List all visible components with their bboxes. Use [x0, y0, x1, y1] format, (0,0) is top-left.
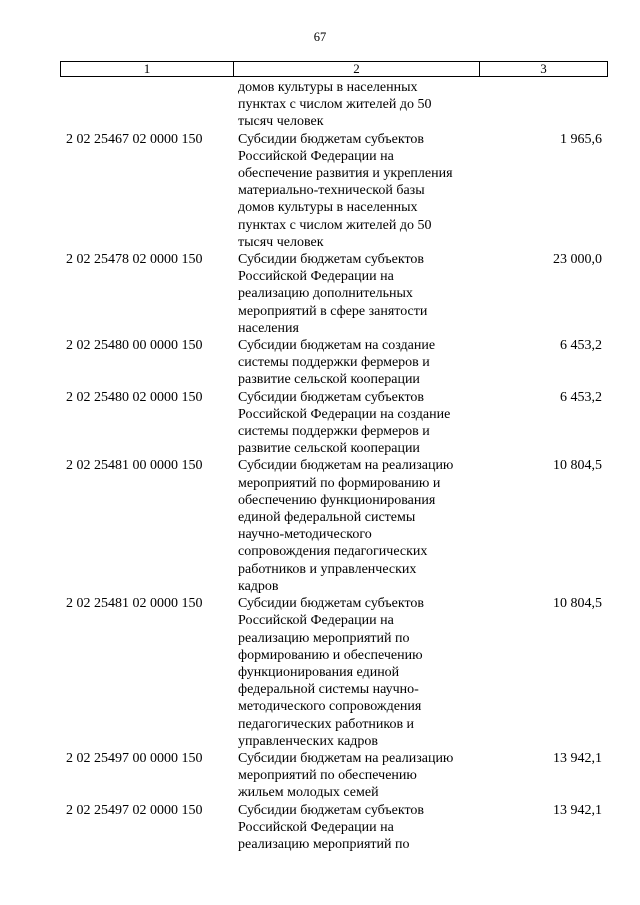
description-line: Субсидии бюджетам на создание [238, 338, 436, 354]
amount-cell: 1 965,6 [560, 131, 602, 147]
description-line: сопровождения педагогических [238, 544, 428, 560]
classification-code-cell: 2 02 25497 00 0000 150 [66, 750, 203, 766]
column-header-3: 3 [540, 61, 547, 76]
description-line: методического сопровождения [238, 699, 422, 715]
description-cell [238, 337, 482, 389]
description-line: Российской Федерации на [238, 148, 394, 164]
classification-code-cell: 2 02 25478 02 0000 150 [66, 252, 203, 268]
description-line: федеральной системы научно- [238, 682, 419, 698]
description-line: обеспечению функционирования [238, 492, 436, 508]
description-line: кадров [238, 578, 279, 594]
description-line: Субсидии бюджетам субъектов [238, 802, 425, 818]
classification-code-cell: 2 02 25480 02 0000 150 [66, 389, 203, 405]
column-header-1: 1 [61, 62, 234, 76]
description-line: населения [238, 320, 299, 336]
description-line: пунктах с числом жителей до 50 [238, 217, 432, 233]
table-row [60, 750, 608, 802]
description-cell [238, 251, 482, 337]
description-line: домов культуры в населенных [238, 80, 418, 95]
description-cell [238, 595, 482, 750]
amount-cell: 13 942,1 [553, 802, 602, 818]
table-body [60, 79, 608, 853]
column-header-2: 2 [234, 62, 480, 76]
table-row [60, 131, 608, 251]
description-line: обеспечение развития и укрепления [238, 166, 453, 182]
table-row [60, 389, 608, 458]
description-line: Субсидии бюджетам на реализацию [238, 458, 454, 474]
description-line: домов культуры в населенных [238, 200, 418, 216]
description-line: развитие сельской кооперации [238, 372, 420, 388]
description-line: мероприятий по обеспечению [238, 768, 417, 784]
description-line: Субсидии бюджетам на реализацию [238, 750, 454, 766]
description-line: мероприятий по формированию и [238, 475, 441, 491]
page-number: 67 [313, 30, 327, 44]
description-cell [238, 131, 482, 251]
description-line: Субсидии бюджетам субъектов [238, 131, 425, 147]
description-cell [238, 802, 482, 854]
description-line: управленческих кадров [238, 733, 378, 749]
description-cell [238, 389, 482, 458]
description-line: Российской Федерации на [238, 613, 394, 629]
description-line: жильем молодых семей [238, 785, 379, 801]
description-line: мероприятий в сфере занятости [238, 303, 428, 319]
description-line: педагогических работников и [238, 716, 415, 732]
description-line: Российской Федерации на [238, 819, 394, 835]
description-line: функционирования единой [238, 664, 400, 680]
description-line: реализацию мероприятий по [238, 836, 410, 852]
classification-code-cell: 2 02 25481 00 0000 150 [66, 458, 203, 474]
description-line: научно-методического [238, 527, 372, 543]
description-cell [238, 457, 482, 595]
description-line: материально-технической базы [238, 183, 425, 199]
description-line: Субсидии бюджетам субъектов [238, 252, 425, 268]
amount-cell: 10 804,5 [553, 458, 602, 474]
description-cell [238, 79, 482, 131]
table-row [60, 457, 608, 595]
amount-cell: 13 942,1 [553, 750, 602, 766]
description-line: системы поддержки фермеров и [238, 424, 430, 440]
table-row [60, 595, 608, 750]
amount-cell: 23 000,0 [553, 252, 602, 268]
description-line: Российской Федерации на создание [238, 406, 451, 422]
description-line: реализацию дополнительных [238, 286, 413, 302]
description-line: реализацию мероприятий по [238, 630, 410, 646]
table-row [60, 251, 608, 337]
description-line: работников и управленческих [238, 561, 417, 577]
description-line: развитие сельской кооперации [238, 441, 420, 457]
classification-code-cell: 2 02 25497 02 0000 150 [66, 802, 203, 818]
description-line: Российской Федерации на [238, 269, 394, 285]
description-line: системы поддержки фермеров и [238, 355, 430, 371]
table-row [60, 79, 608, 131]
amount-cell: 6 453,2 [560, 389, 602, 405]
amount-cell: 6 453,2 [560, 338, 602, 354]
table-row [60, 802, 608, 854]
description-line: единой федеральной системы [238, 510, 416, 526]
description-line: тысяч человек [238, 114, 324, 130]
description-line: формированию и обеспечению [238, 647, 423, 663]
classification-code-cell: 2 02 25467 02 0000 150 [66, 131, 203, 147]
description-line: Субсидии бюджетам субъектов [238, 389, 425, 405]
amount-cell: 10 804,5 [553, 596, 602, 612]
description-cell [238, 750, 482, 802]
table-row [60, 337, 608, 389]
description-line: пунктах с числом жителей до 50 [238, 97, 432, 113]
table-header-row [60, 61, 608, 77]
classification-code-cell: 2 02 25481 02 0000 150 [66, 596, 203, 612]
description-line: Субсидии бюджетам субъектов [238, 596, 425, 612]
description-line: тысяч человек [238, 234, 324, 250]
classification-code-cell: 2 02 25480 00 0000 150 [66, 338, 203, 354]
